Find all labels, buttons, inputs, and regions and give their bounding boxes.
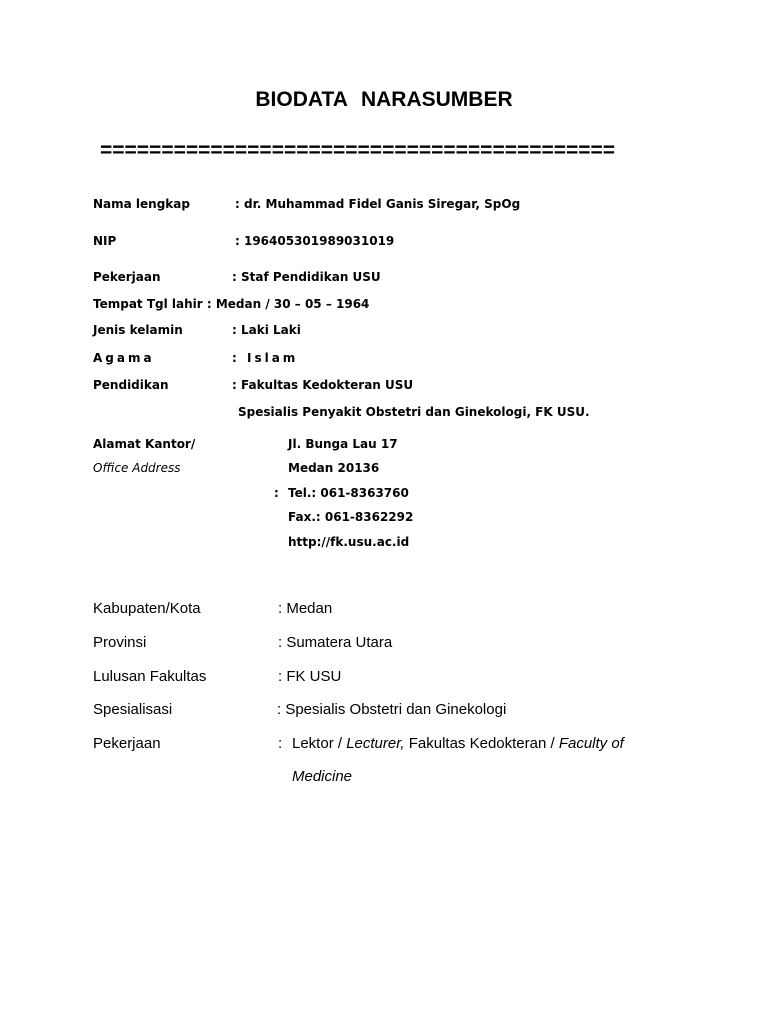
- title-separator: ==========================================: [100, 139, 616, 162]
- document-title: BIODATA NARASUMBER: [255, 88, 513, 111]
- lulusan-label: Lulusan Fakultas: [93, 668, 207, 685]
- alamat-line: http://fk.usu.ac.id: [288, 535, 410, 549]
- lulusan-value: : FK USU: [278, 668, 342, 685]
- jenis-kelamin-value: : Laki Laki: [232, 323, 301, 337]
- provinsi-label: Provinsi: [93, 634, 147, 651]
- kabupaten-value: : Medan: [278, 600, 333, 617]
- alamat-label: Alamat Kantor/: [93, 437, 196, 451]
- pendidikan-value-1: : Fakultas Kedokteran USU: [232, 378, 414, 392]
- pekerjaan-colon-2: :: [278, 735, 283, 752]
- jenis-kelamin-label: Jenis kelamin: [93, 323, 183, 337]
- pekerjaan-part: Lektor /: [292, 735, 347, 752]
- agama-label: Agama: [93, 351, 155, 365]
- pekerjaan-value: : Staf Pendidikan USU: [232, 270, 381, 284]
- lecturer-text: Lecturer,: [346, 735, 405, 752]
- spesialisasi-label: Spesialisasi: [93, 701, 173, 718]
- alamat-colon: :: [274, 486, 279, 500]
- office-address-label: Office Address: [93, 461, 181, 475]
- nama-value: : dr. Muhammad Fidel Ganis Siregar, SpOg: [235, 197, 521, 211]
- kabupaten-label: Kabupaten/Kota: [93, 600, 201, 617]
- alamat-line: Fax.: 061-8362292: [288, 510, 414, 524]
- pendidikan-label: Pendidikan: [93, 378, 169, 392]
- pendidikan-value-2: Spesialis Penyakit Obstetri dan Ginekologi, FK USU.: [238, 405, 590, 419]
- nama-label: Nama lengkap: [93, 197, 190, 211]
- provinsi-value: : Sumatera Utara: [278, 634, 393, 651]
- nip-label: NIP: [93, 234, 117, 248]
- faculty-text: Faculty of: [558, 735, 624, 752]
- pekerjaan-value-2: [292, 735, 624, 752]
- agama-value: : Islam: [232, 351, 299, 365]
- pekerjaan-label: Pekerjaan: [93, 270, 161, 284]
- alamat-line: Medan 20136: [288, 461, 380, 475]
- alamat-line: Tel.: 061-8363760: [288, 486, 409, 500]
- pekerjaan-label-2: Pekerjaan: [93, 735, 161, 752]
- pekerjaan-part: Fakultas Kedokteran /: [404, 735, 559, 752]
- nip-value: : 196405301989031019: [235, 234, 395, 248]
- spesialisasi-value: : Spesialis Obstetri dan Ginekologi: [277, 701, 507, 718]
- tempat-tgl-lahir: Tempat Tgl lahir : Medan / 30 – 05 – 1964: [93, 297, 370, 311]
- medicine-text: Medicine: [292, 768, 353, 785]
- alamat-line: Jl. Bunga Lau 17: [288, 437, 398, 451]
